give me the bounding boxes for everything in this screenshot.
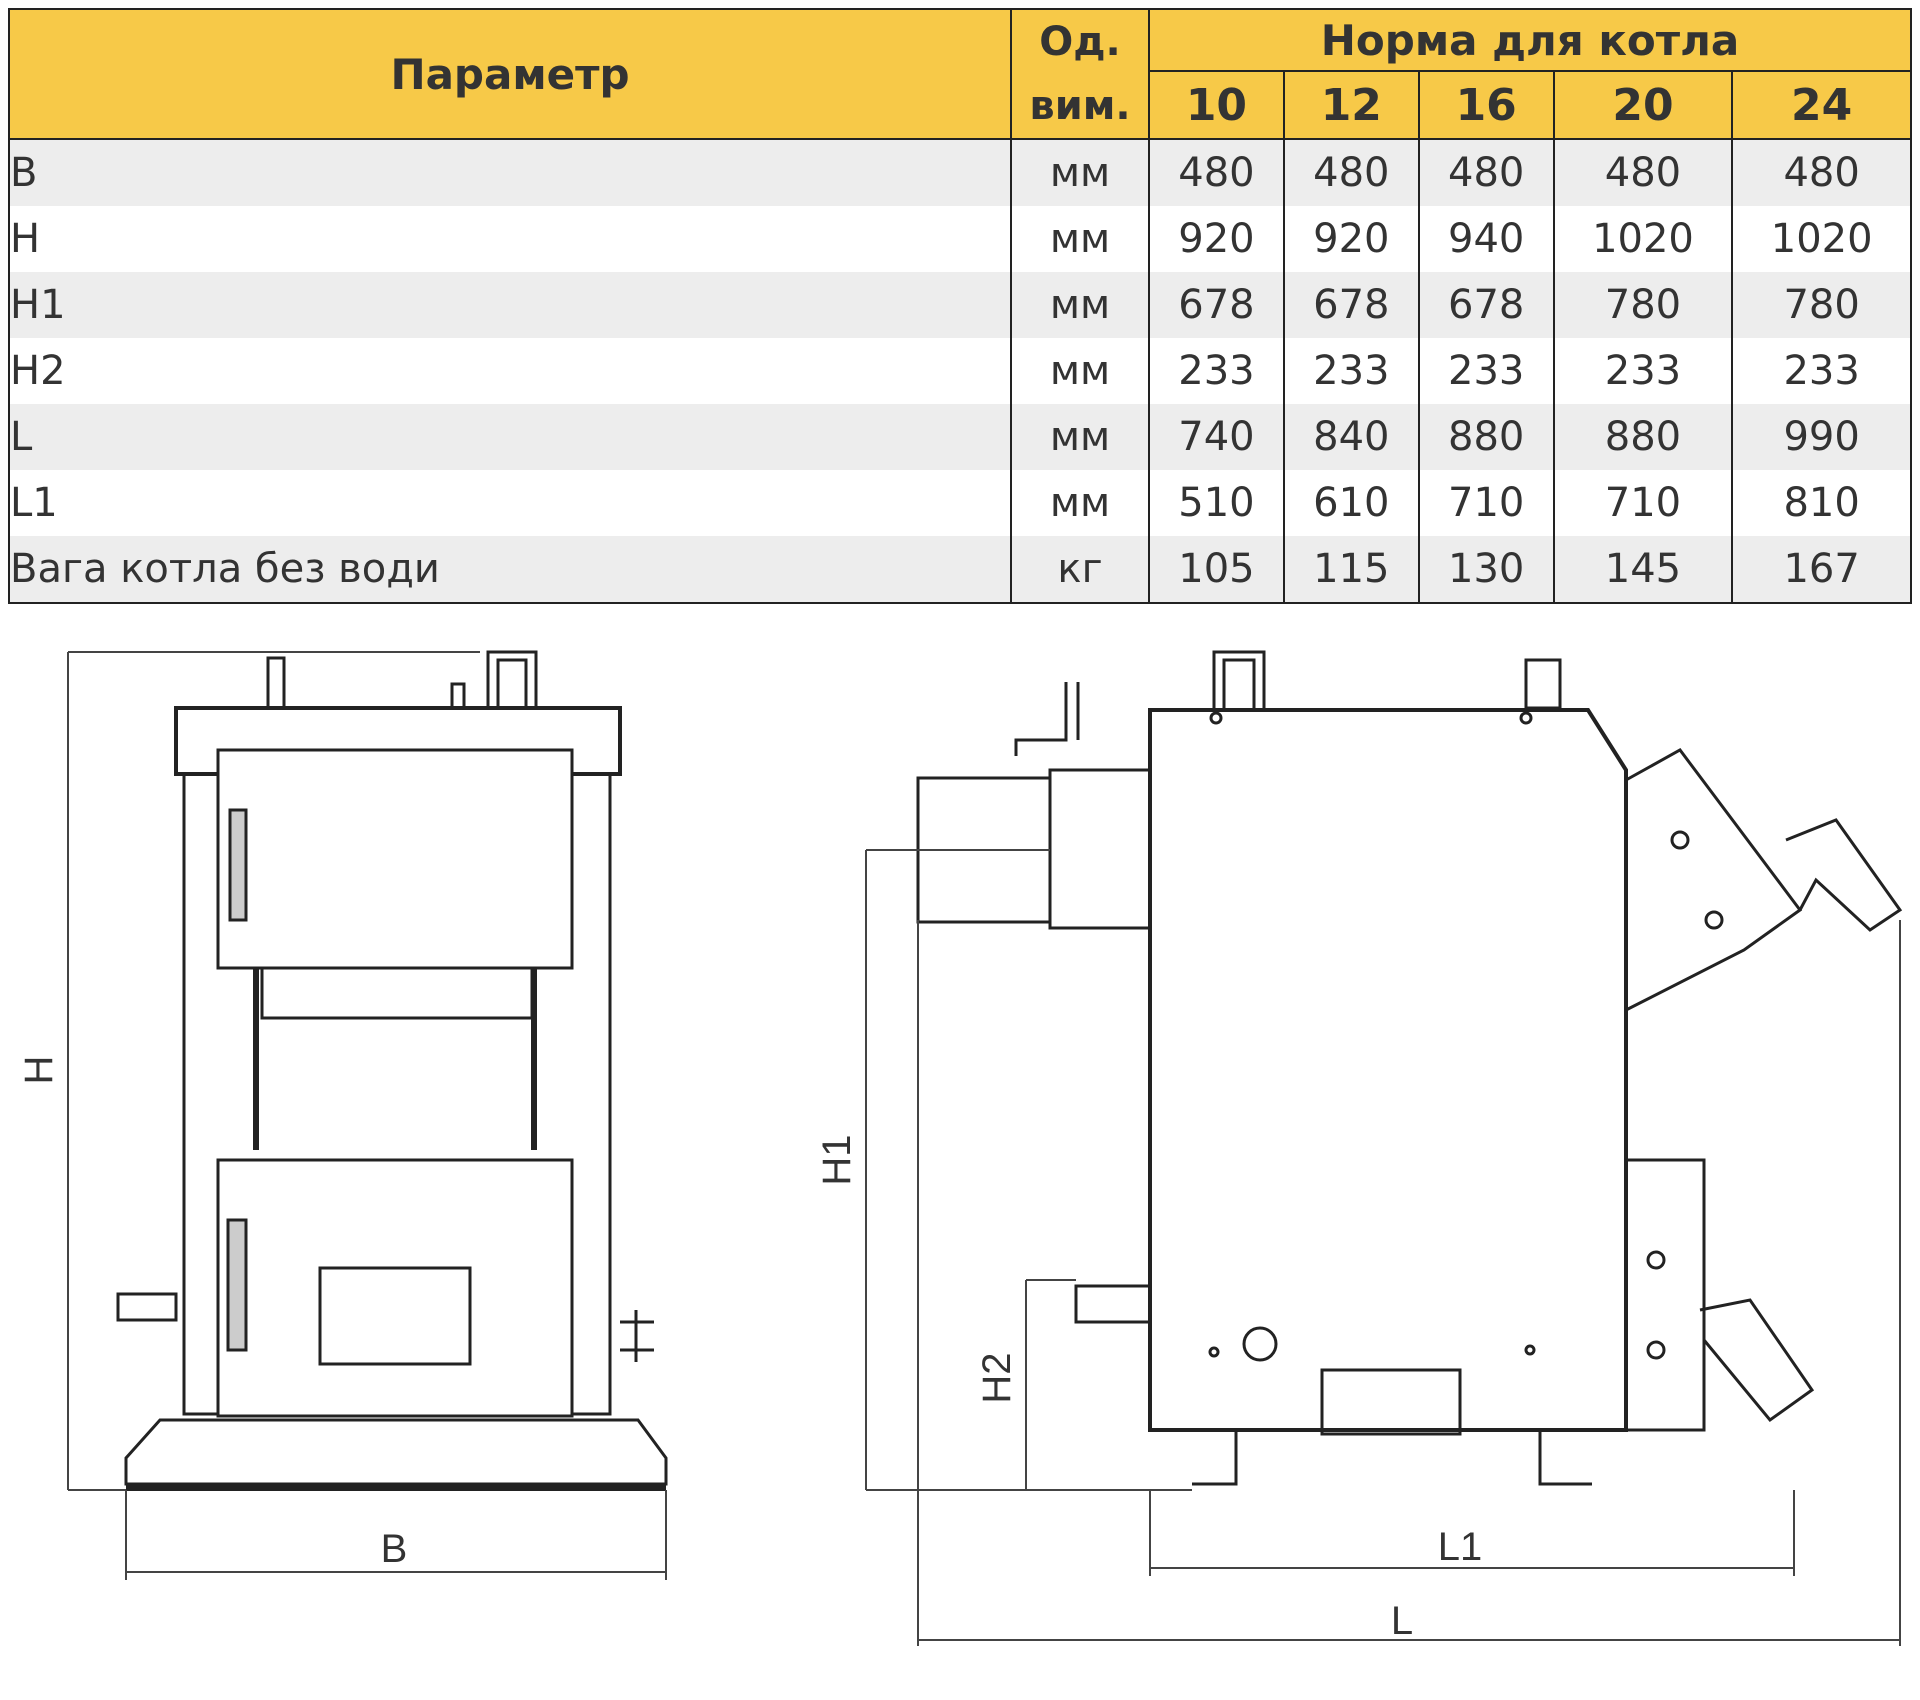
value-cell: 780: [1732, 272, 1911, 338]
value-cell: 1020: [1732, 206, 1911, 272]
side-upper-hinge-1: [1672, 832, 1688, 848]
param-cell: H2: [9, 338, 1011, 404]
side-lower-hinge-1: [1648, 1252, 1664, 1268]
unit-cell: мм: [1011, 404, 1149, 470]
side-pipe-right: [1526, 660, 1560, 708]
unit-cell: мм: [1011, 470, 1149, 536]
label-h2: H2: [975, 1352, 1019, 1404]
value-cell: 678: [1419, 272, 1554, 338]
front-base: [126, 1420, 666, 1484]
value-cell: 105: [1149, 536, 1284, 603]
value-cell: 480: [1554, 139, 1733, 206]
value-cell: 1020: [1554, 206, 1733, 272]
value-cell: 610: [1284, 470, 1419, 536]
value-cell: 780: [1554, 272, 1733, 338]
boiler-drawings: [0, 620, 1920, 1700]
side-lower-door: [1626, 1160, 1704, 1430]
value-cell: 990: [1732, 404, 1911, 470]
value-cell: 480: [1284, 139, 1419, 206]
unit-cell: кг: [1011, 536, 1149, 603]
table-row: [9, 536, 1911, 603]
value-cell: 810: [1732, 470, 1911, 536]
side-view: [918, 652, 1900, 1484]
front-middle-rails: [256, 968, 534, 1150]
value-cell: 710: [1554, 470, 1733, 536]
front-pipe-small: [452, 684, 464, 708]
front-pipe-bracket: [488, 652, 536, 708]
unit-cell: мм: [1011, 338, 1149, 404]
front-side-pipe-left: [118, 1294, 176, 1320]
side-flue-handle: [1016, 682, 1078, 756]
param-cell: L1: [9, 470, 1011, 536]
side-upper-hinge-2: [1706, 912, 1722, 928]
value-cell: 480: [1419, 139, 1554, 206]
value-cell: 920: [1284, 206, 1419, 272]
side-bolt-left: [1211, 713, 1221, 723]
value-cell: 740: [1149, 404, 1284, 470]
dim-line-h2: [1026, 1280, 1076, 1490]
side-port-small-right: [1526, 1346, 1534, 1354]
header-model-24: 24: [1732, 71, 1911, 139]
value-cell: 480: [1149, 139, 1284, 206]
unit-cell: мм: [1011, 206, 1149, 272]
side-lower-hinge-2: [1648, 1342, 1664, 1358]
front-side-valve-right: [620, 1310, 654, 1362]
header-unit-line2: вим.: [1029, 83, 1131, 129]
value-cell: 145: [1554, 536, 1733, 603]
param-cell: B: [9, 139, 1011, 206]
value-cell: 233: [1284, 338, 1419, 404]
value-cell: 233: [1554, 338, 1733, 404]
header-model-20: 20: [1554, 71, 1733, 139]
value-cell: 920: [1149, 206, 1284, 272]
header-unit-line1: Од.: [1039, 19, 1121, 65]
table-row: [9, 470, 1911, 536]
param-cell: H1: [9, 272, 1011, 338]
param-cell: Вага котла без води: [9, 536, 1011, 603]
side-port-small-left: [1210, 1348, 1218, 1356]
header-model-12: 12: [1284, 71, 1419, 139]
value-cell: 678: [1284, 272, 1419, 338]
value-cell: 130: [1419, 536, 1554, 603]
front-pipe-left: [268, 658, 284, 708]
value-cell: 940: [1419, 206, 1554, 272]
side-cleanout: [1322, 1370, 1460, 1434]
label-h1: H1: [815, 1134, 859, 1186]
header-norm: Норма для котла: [1149, 9, 1911, 71]
front-upper-thermometer: [230, 810, 246, 920]
side-lower-handle: [1700, 1300, 1812, 1420]
dim-line-h1: [866, 850, 1192, 1490]
value-cell: 480: [1732, 139, 1911, 206]
side-upper-handle: [1786, 820, 1900, 930]
value-cell: 710: [1419, 470, 1554, 536]
table-row: [9, 338, 1911, 404]
value-cell: 840: [1284, 404, 1419, 470]
dim-line-l: [918, 920, 1900, 1646]
label-h: H: [17, 1055, 61, 1085]
value-cell: 233: [1149, 338, 1284, 404]
side-feet: [1192, 1430, 1592, 1484]
unit-cell: мм: [1011, 272, 1149, 338]
value-cell: 115: [1284, 536, 1419, 603]
value-cell: 880: [1554, 404, 1733, 470]
table-row: [9, 206, 1911, 272]
side-upper-door: [1626, 750, 1800, 1010]
value-cell: 233: [1419, 338, 1554, 404]
label-b: B: [380, 1527, 408, 1571]
side-body: [1150, 710, 1626, 1430]
value-cell: 510: [1149, 470, 1284, 536]
front-lower-thermometer: [228, 1220, 246, 1350]
header-unit: [1011, 9, 1149, 139]
value-cell: 233: [1732, 338, 1911, 404]
table-row: [9, 272, 1911, 338]
label-l1: L1: [1437, 1525, 1483, 1569]
param-cell: H: [9, 206, 1011, 272]
header-parameter: Параметр: [9, 9, 1011, 139]
side-bolt-right: [1521, 713, 1531, 723]
side-return-pipe: [1076, 1286, 1150, 1322]
front-upper-door: [218, 750, 572, 968]
front-view: [118, 652, 666, 1488]
table-row: [9, 404, 1911, 470]
value-cell: 880: [1419, 404, 1554, 470]
unit-cell: мм: [1011, 139, 1149, 206]
header-model-16: 16: [1419, 71, 1554, 139]
label-l: L: [1390, 1599, 1414, 1643]
front-middle-panel: [262, 968, 532, 1018]
front-lower-door: [218, 1160, 572, 1416]
header-model-10: 10: [1149, 71, 1284, 139]
side-flue-collar: [1050, 770, 1150, 928]
table-row: [9, 139, 1911, 206]
spec-table: [8, 8, 1912, 604]
value-cell: 678: [1149, 272, 1284, 338]
side-pipe-bracket: [1214, 652, 1264, 708]
param-cell: L: [9, 404, 1011, 470]
value-cell: 167: [1732, 536, 1911, 603]
side-port-large: [1244, 1328, 1276, 1360]
